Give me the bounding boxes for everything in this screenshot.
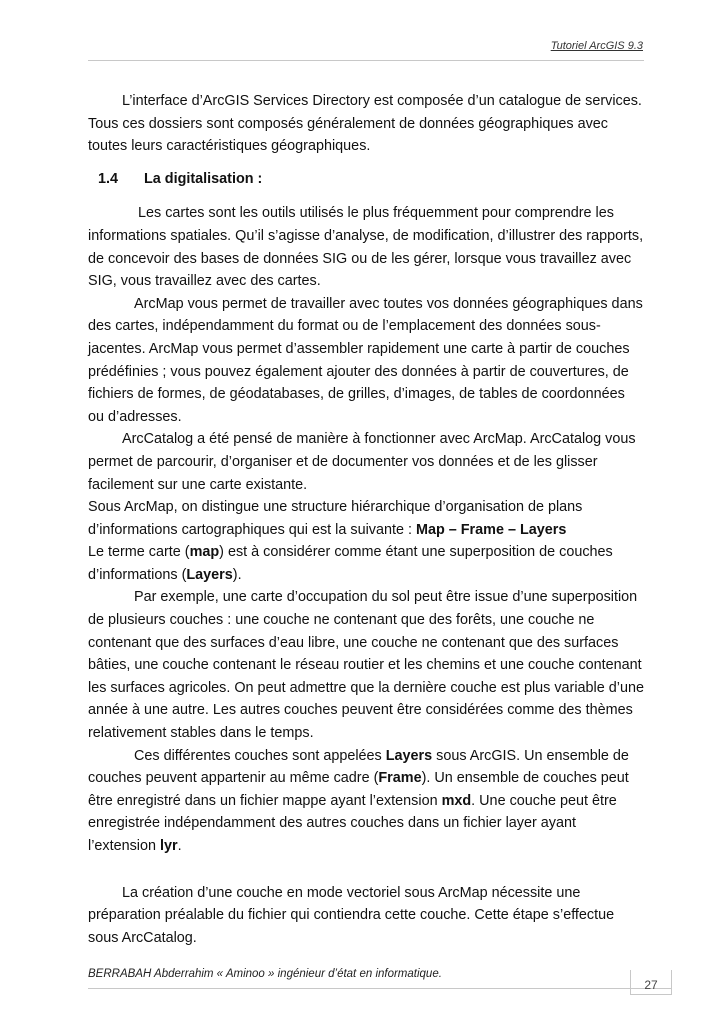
page-number: 27 [630, 970, 672, 995]
bold-map: map [189, 544, 220, 561]
section-title: La digitalisation : [144, 170, 263, 187]
bold-lyr: lyr [160, 838, 178, 854]
text-run: Ces différentes couches sont appelées [134, 747, 386, 764]
paragraph-creation: La création d’une couche en mode vectoriel sous ArcMap nécessite une préparation préalable du fichier qui contiendra cette couche. Cette étape s’effectue sous ArcCatalog. [88, 884, 615, 946]
paragraph-cartes: Les cartes sont les outils utilisés le plus fréquemment pour comprendre les informations spatiales. Qu’il s’agisse d’analyse, de modification, d’illustrer des rapports, de concevoir des bases de données SIG ou de les gérer, lorsque vous travaillez avec SIG, vous travaillez avec des cartes. [88, 205, 644, 290]
paragraph-layers [88, 745, 644, 858]
section-heading [98, 168, 644, 191]
header-title: Tutoriel ArcGIS 9.3 [550, 40, 643, 52]
footer-author: BERRABAH Abderrahim « Aminoo » ingénieur d’état en informatique. [88, 968, 442, 980]
text-run: Le terme carte ( [88, 544, 190, 561]
paragraph-arcmap: ArcMap vous permet de travailler avec toutes vos données géographiques dans des cartes, indépendamment du format ou de l’emplacement des données sous-jacentes. ArcMap vous permet d’assembler rapidement une carte à partir de couches prédéfinies ; vous pouvez également ajouter des données à partir de couvertures, de fichiers de formes, de géodatabases, de grilles, d’images, de tables de coordonnées ou d’adresses. [88, 295, 643, 425]
paragraph-arccatalog: ArcCatalog a été pensé de manière à fonctionner avec ArcMap. ArcCatalog vous permet de parcourir, d’organiser et de documenter vos données et de les glisser facilement sur une carte existante. [88, 431, 636, 493]
text-run: . [177, 838, 182, 854]
paragraph-exemple: Par exemple, une carte d’occupation du sol peut être issue d’une superposition de plusieurs couches : une couche ne contenant que des forêts, une couche ne contenant que des surfaces d’eau libre, une couche ne contenant que des surfaces bâties, une couche contenant le réseau routier et les chemins et une couche contenant les surfaces agricoles. On peut admettre que la dernière couche est plus variable d’une année à une autre. Les autres couches peuvent être considérées comme des thèmes relativement stables dans le temps. [88, 589, 644, 742]
header-divider [88, 60, 644, 61]
bold-mxd: mxd [441, 792, 472, 809]
footer-divider [88, 988, 672, 989]
text-run: sous ArcGIS. Un ensemble de couches peuvent appartenir au même cadre ( [88, 747, 629, 787]
text-run: ) est à considérer comme étant une superposition de couches d’informations ( [88, 544, 613, 583]
intro-paragraph: L’interface d’ArcGIS Services Directory est composée d’un catalogue de services. Tous ces dossiers sont composés généralement de données géographiques avec toutes leurs caractéristiques géographiques. [88, 93, 642, 155]
text-run: ). Un ensemble de couches peut être enregistré dans un fichier mappe ayant l’extension [88, 770, 629, 809]
hierarchy-bold: Map – Frame – Layers [415, 521, 567, 538]
text-run: ). [232, 566, 242, 583]
bold-layers: Layers [385, 747, 433, 764]
paragraph-hierarchy [88, 496, 644, 541]
hierarchy-text: Sous ArcMap, on distingue une structure hiérarchique d’organisation de plans d’informations cartographiques qui est la suivante : [88, 499, 583, 538]
bold-layers: Layers [186, 566, 233, 583]
spacer [88, 858, 644, 882]
section-number: 1.4 [98, 170, 119, 187]
text-run: . Une couche peut être enregistrée indépendamment des autres couches dans un fichier layer ayant l’extension [88, 792, 617, 854]
document-body [88, 90, 644, 949]
paragraph-terme-carte [88, 541, 644, 586]
bold-frame: Frame [378, 770, 422, 787]
